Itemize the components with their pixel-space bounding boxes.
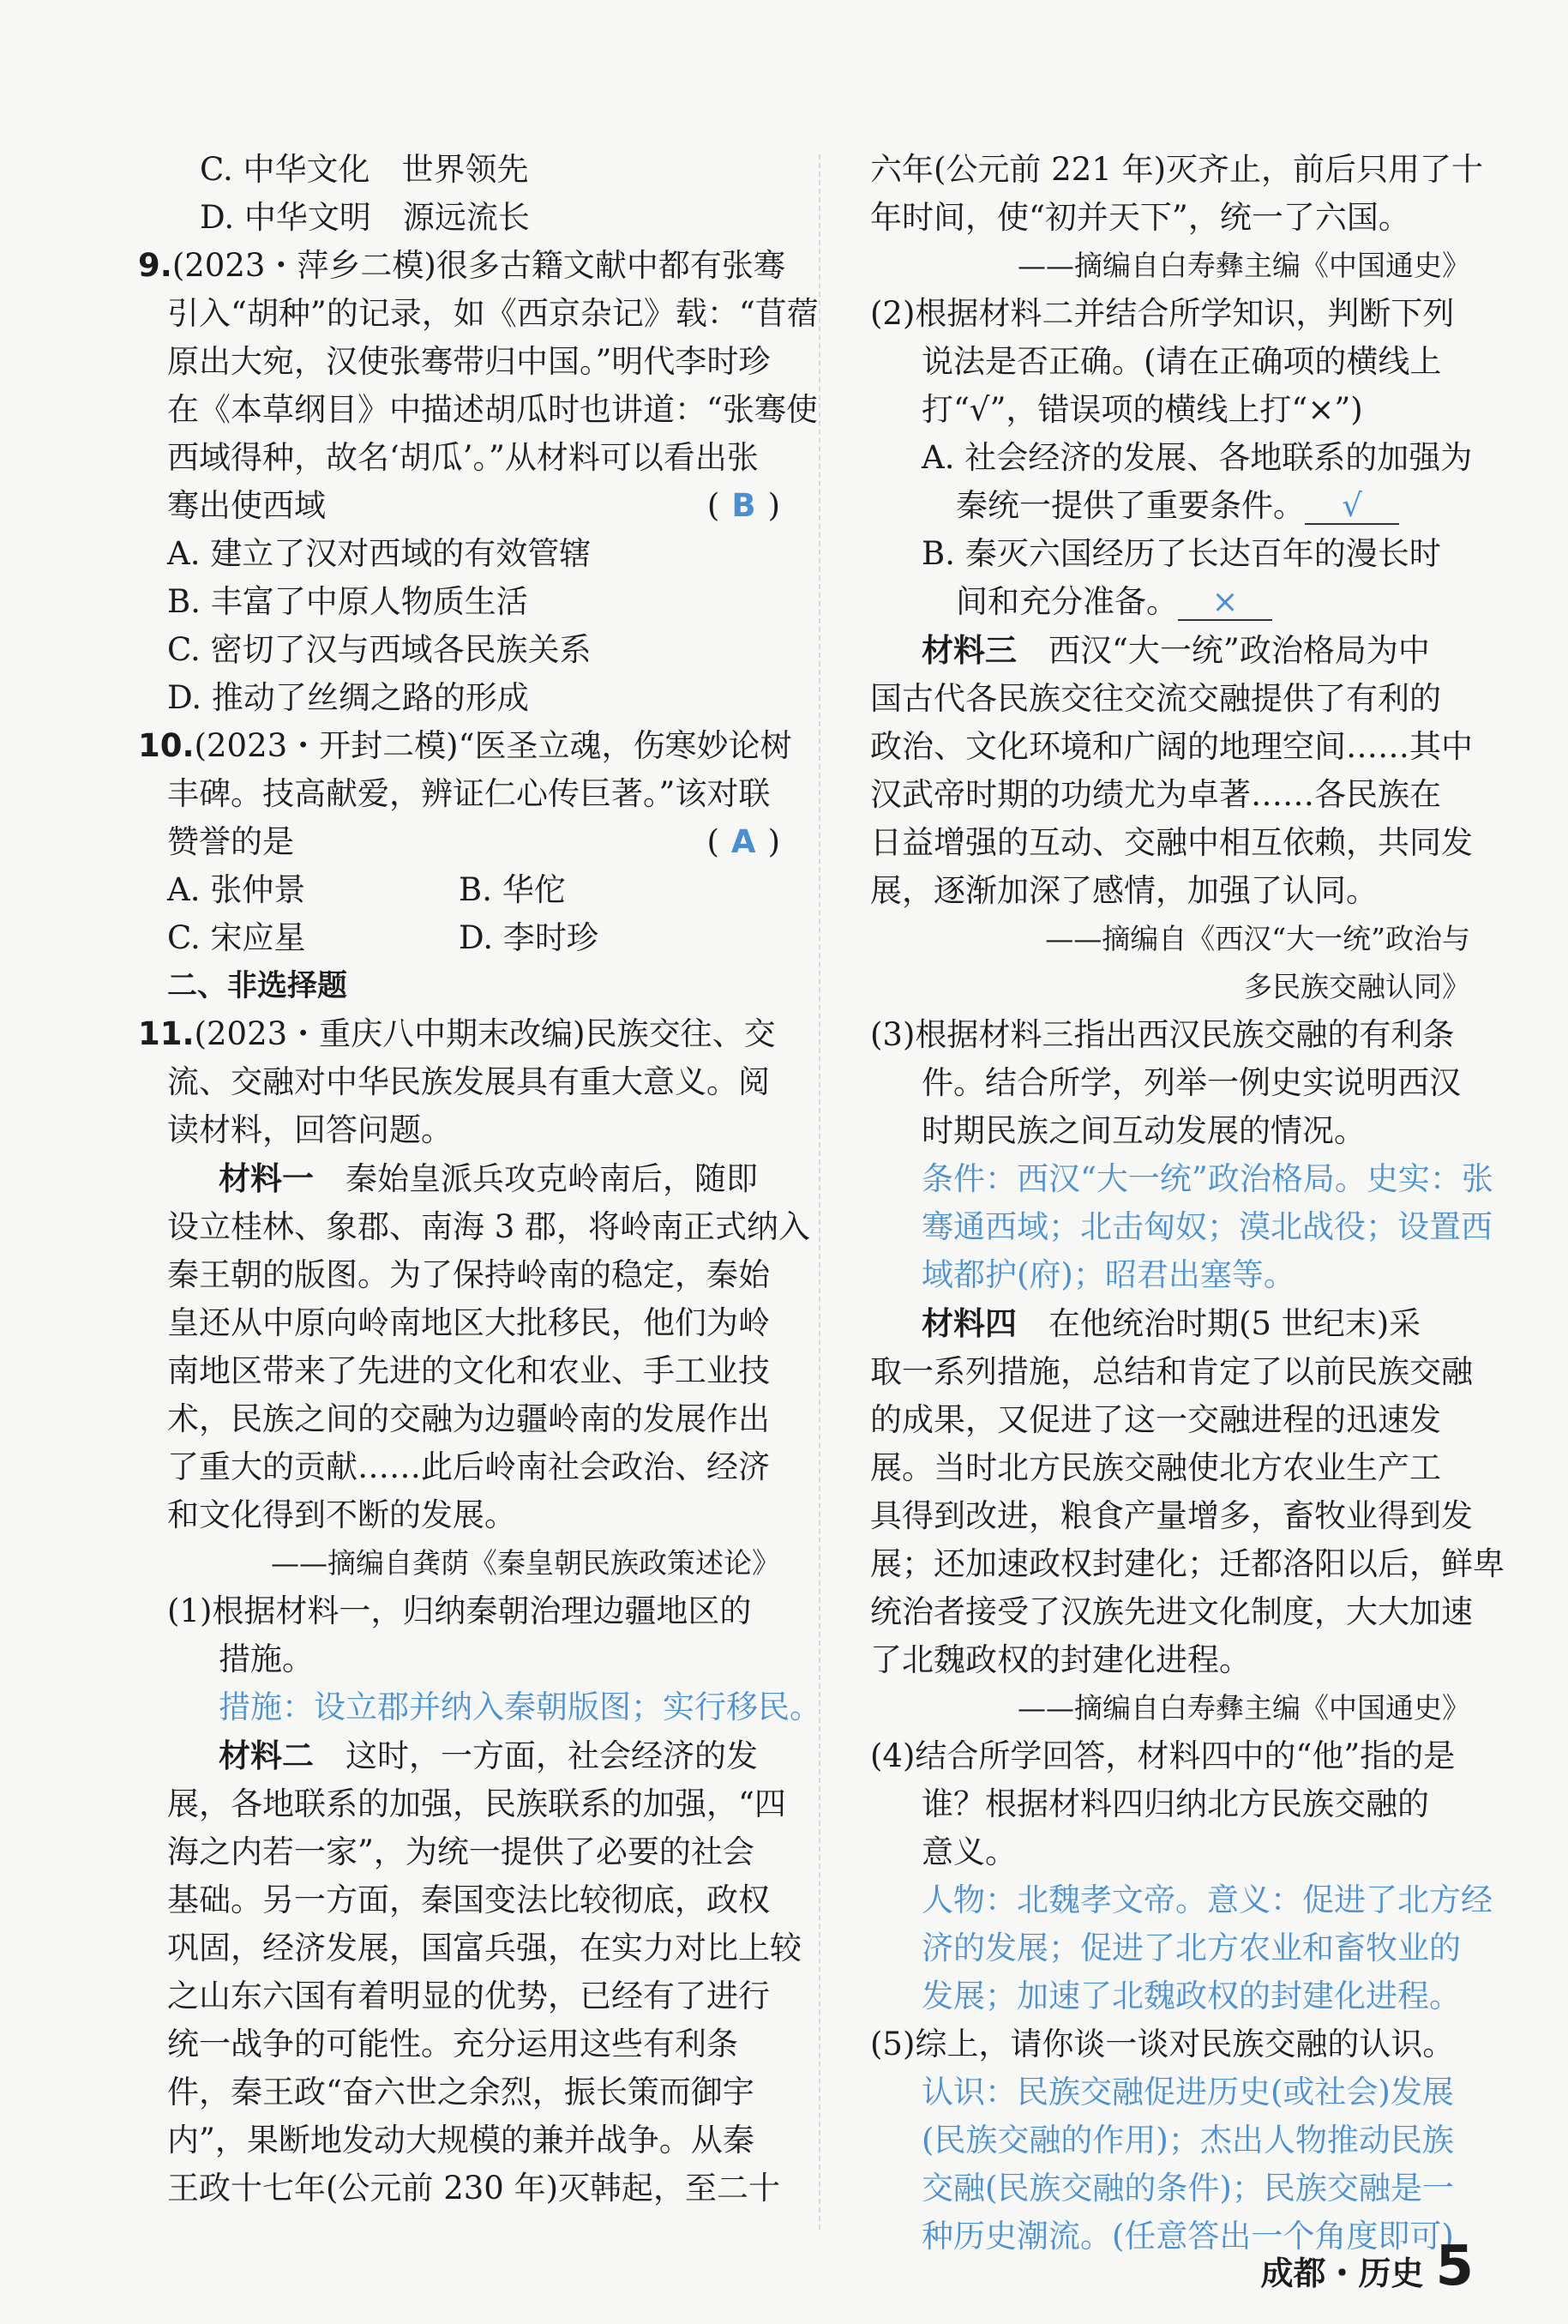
option: B. 华佗 [459,871,566,908]
sub-question-4: (4)结合所学回答，材料四中的“他”指的是 [870,1737,1456,1774]
option: D. 李时珍 [459,919,598,956]
source-citation: ——摘编自龚荫《秦皇朝民族政策述论》 [271,1546,780,1580]
section-title: 二、非选择题 [167,969,348,1003]
material-label: 材料三 [922,631,1017,669]
answer-text: 措施：设立郡并纳入秦朝版图；实行移民。 [219,1689,821,1725]
page-footer [1260,2235,1474,2298]
option: B. 丰富了中原人物质生活 [167,583,528,620]
answer-text: 认识：民族交融促进历史(或社会)发展 [922,2074,1454,2110]
answer-choice: A [730,823,756,860]
sub-question-3: (3)根据材料三指出西汉民族交融的有利条 [870,1016,1455,1053]
source-citation: ——摘编自白寿彝主编《中国通史》 [1018,1691,1470,1725]
sub-question-1: (1)根据材料一，归纳秦朝治理边疆地区的 [167,1592,752,1629]
question-11: 11.(2023・重庆八中期末改编)民族交往、交 流、交融对中华民族发展具有重大意义。阅 读材料，回答问题。 材料一 秦始皇派兵攻克岭南后，随即 设立桂林、象郡、南海 3 郡，将岭南正式纳入 秦王朝的版图。为了保持岭南的稳定，秦始 皇还从中原向岭南地区大批移民，他们为岭 南地区带来了先进的文化和农业、手工业技 术，民族之间的交融为边疆岭南的发展作出 了重大的贡献……此后岭南社会政治、经济 和文化得到不断的发展。 ——摘编自龚荫《秦皇朝民族政策述论》 (1)根据材料一，归纳秦朝治理边疆地区的 措施。 措施：设立郡并纳入秦朝版图；实行移民。 材料二 这时，一方面，社会经济的发 展，各地联系的加强，民族联系的加强，“四 海之内若一家”，为统一提供了必要的社会 基础。另一方面，秦国变法比较彻底，政权 巩固，经济发展，国富兵强，在实力对比上较 之山东六国有着明显的优势，已经有了进行 统一战争的可能性。充分运用这些有利条 件，秦王政“奋六世之余烈，振长策而御宇 内”，果断地发动大规模的兼并战争。从秦 王政十七年(公元前 230 年)灭韩起，至二十 [138,1015,821,2207]
answer-choice: B [731,487,756,524]
sub-question-5: (5)综上，请你谈一谈对民族交融的认识。 [870,2026,1455,2062]
answer-text: 条件：西汉“大一统”政治格局。史实：张 [922,1160,1493,1197]
column-divider [819,154,820,2230]
option-d: D. 中华文明 源远流长 [200,199,530,236]
material-label: 材料四 [922,1304,1017,1342]
option: D. 推动了丝绸之路的形成 [167,679,529,716]
option: C. 密切了汉与西域各民族关系 [167,631,592,668]
answer-text: 人物：北魏孝文帝。意义：促进了北方经 [922,1881,1493,1918]
answer-bracket: ( A ) [706,823,780,860]
sub-question-2: (2)根据材料二并结合所学知识，判断下列 [870,295,1455,332]
answer-blank: √ [1305,489,1399,525]
page-number: 5 [1435,2235,1474,2298]
question-number: 11. [138,1015,195,1052]
option-c: C. 中华文化 世界领先 [200,151,529,188]
question-10: 10.(2023・开封二模)“医圣立魂，伤寒妙论树 丰碑。技高献爱，辨证仁心传巨著。”该对联 赞誉的是 ( A ) A. 张仲景 B. 华佗 C. 宋应星 D. 李时珍 [167,722,780,962]
source-citation: ——摘编自白寿彝主编《中国通史》 [1018,249,1470,282]
material-label: 材料二 [219,1737,314,1774]
answer-blank: × [1178,585,1272,621]
footer-label: 成都・历史 [1260,2255,1424,2292]
option: C. 宋应星 [167,919,306,956]
option: A. 张仲景 [167,871,306,908]
right-column: 六年(公元前 221 年)灭齐止，前后只用了十 年时间，使“初并天下”，统一了六国。 ——摘编自白寿彝主编《中国通史》 (2)根据材料二并结合所学知识，判断下列 说法是否正确。(请在正确项的横线上 打“√”，错误项的横线上打“×”) A. 社会经济的发展、各地联系的加强为 秦统一提供了重要条件。 √ B. 秦灭六国经历了长达百年的漫长时 间和充分准备。 × 材料三 西汉“大一统”政治格局为中 国古代各民族交往交流交融提供了有利的 政治、文化环境和广阔的地理空间……其中 汉武帝时期的功绩尤为卓著……各民族在 日益增强的互动、交融中相互依赖，共同发 展，逐渐加深了感情，加强了认同。 ——摘编自《西汉“大一统”政治与 多民族交融认同》 (3)根据材料三指出西汉民族交融的有利条 件。结合所学，列举一例史实说明西汉 时期民族之间互动发展的情况。 条件：西汉“大一统”政治格局。史实：张 骞通西域；北击匈奴；漠北战役；设置西 域都护(府)；昭君出塞等。 材料四 在他统治时期(5 世纪末)采 取一系列措施，总结和肯定了以前民族交融 的成果，又促进了这一交融进程的迅速发 展。当时北方民族交融使北方农业生产工 具得到改进，粮食产量增多，畜牧业得到发 展；还加速政权封建化；迁都洛阳以后，鲜卑 统治者接受了汉族先进文化制度，大大加速 了北魏政权的封建化进程。 ——摘编自白寿彝主编《中国通史》 (4)结合所学回答，材料四中的“他”指的是 谁？根据材料四归纳北方民族交融的 意义。 人物：北魏孝文帝。意义：促进了北方经 济的发展；促进了北方农业和畜牧业的 发展；加速了北魏政权的封建化进程。 (5)综上，请你谈一谈对民族交融的认识。 认识：民族交融促进历史(或社会)发展 (民族交融的作用)；杰出人物推动民族 交融(民族交融的条件)；民族交融是一 种历史潮流。(任意答出一个角度即可) [870,151,1505,2255]
material-label: 材料一 [219,1159,314,1197]
source-citation: ——摘编自《西汉“大一统”政治与 [1045,922,1470,955]
answer-bracket: ( B ) [706,487,780,524]
question-number: 9. [138,247,172,284]
question-number: 10. [138,727,195,764]
question-9: 9.(2023・萍乡二模)很多古籍文献中都有张骞 引入“胡种”的记录，如《西京杂记》载：“苜蓿 原出大宛，汉使张骞带归中国。”明代李时珍 在《本草纲目》中描述胡瓜时也讲道：“张骞使 西域得种，故名‘胡瓜’。”从材料可以看出张 骞出使西域 ( B ) A. 建立了汉对西域的有效管辖 B. 丰富了中原人物质生活 C. 密切了汉与西域各民族关系 D. 推动了丝绸之路的形成 [167,242,780,722]
left-column [138,146,821,2213]
option: A. 建立了汉对西域的有效管辖 [167,535,592,572]
